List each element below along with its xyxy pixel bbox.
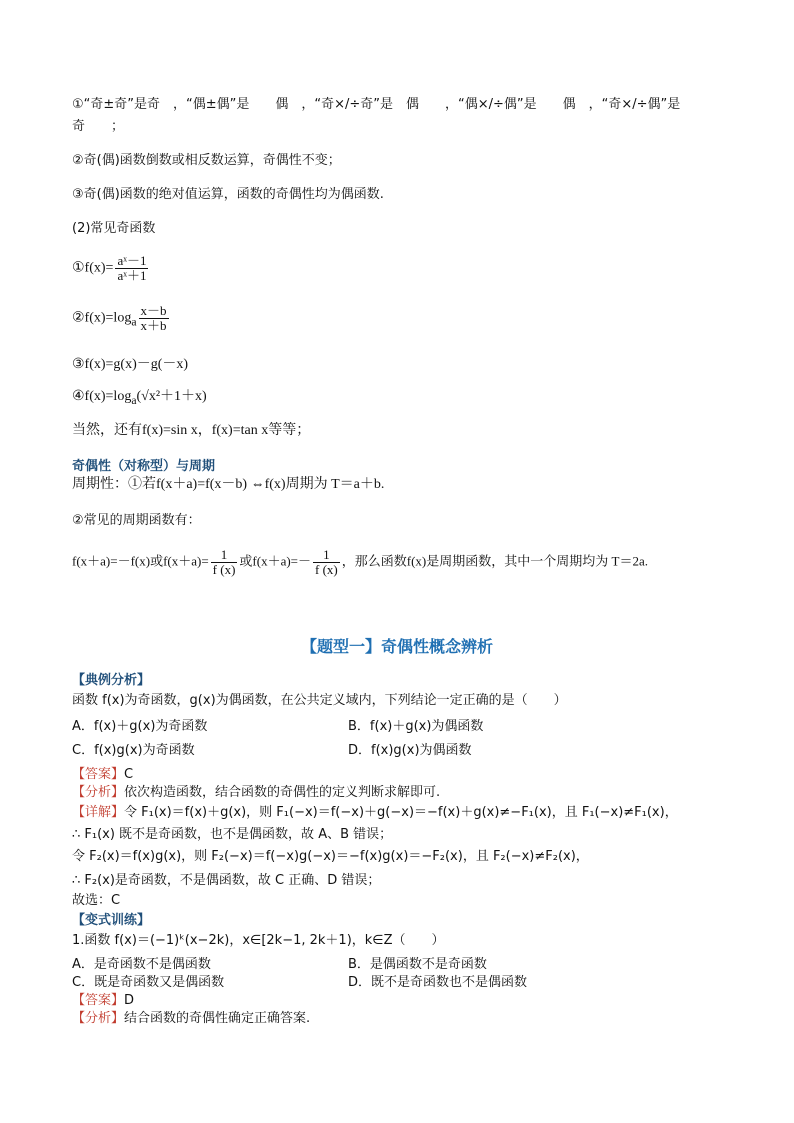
rule-line-3: ③奇(偶)函数的绝对值运算，函数的奇偶性均为偶函数. [72, 187, 384, 202]
example-detail-2: ∴ F₁(x) 既不是奇函数，也不是偶函数，故 A、B 错误； [72, 827, 393, 842]
practice-label: 【变式训练】 [72, 913, 151, 928]
odd-func-2-base: a [131, 315, 137, 329]
period-fraction-2-denominator: f (x) [315, 562, 338, 577]
period-rule-2: ②常见的周期函数有： [72, 513, 201, 528]
example-option-c: C．f(x)g(x)为奇函数 [72, 743, 195, 758]
odd-func-1 [72, 254, 150, 283]
practice-option-c: C．既是奇函数又是偶函数 [72, 975, 225, 990]
odd-func-3: ③f(x)=g(x)－g(－x) [72, 357, 189, 372]
odd-func-2-numerator: x－b [140, 303, 167, 318]
odd-func-2-fraction [139, 304, 169, 333]
odd-func-1-prefix: ①f(x)= [72, 260, 114, 276]
common-odd-heading: (2)常见奇函数 [72, 221, 156, 236]
example-answer-tag: 【答案】 [72, 767, 125, 782]
example-detail-1-text: 令 F₁(x)＝f(x)＋g(x)，则 F₁(−x)＝f(−x)＋g(−x)＝−f(x)＋g(x)≠−F₁(x)，且 F₁(−x)≠F₁(x)， [124, 805, 678, 820]
odd-func-1-denominator: aˣ＋1 [117, 268, 147, 283]
odd-func-4-base: a [131, 393, 137, 407]
example-question: 函数 f(x)为奇函数，g(x)为偶函数，在公共定义域内，下列结论一定正确的是（ ） [72, 693, 567, 708]
odd-func-2-prefix: ②f(x)=log [72, 310, 132, 326]
practice-analysis-text: 结合函数的奇偶性确定正确答案. [124, 1011, 311, 1026]
example-option-b: B．f(x)＋g(x)为偶函数 [348, 719, 484, 734]
odd-func-1-numerator: aˣ－1 [117, 253, 147, 268]
example-analysis-tag: 【分析】 [72, 785, 125, 800]
example-detail-3: 令 F₂(x)＝f(x)g(x)，则 F₂(−x)＝f(−x)g(−x)＝−f(x)g(x)＝−F₂(x)，且 F₂(−x)≠F₂(x)， [72, 849, 589, 864]
practice-analysis [72, 1010, 310, 1028]
period-rule-3-part-a: f(x＋a)=－f(x)或f(x＋a)= [72, 553, 209, 569]
example-analysis [72, 784, 440, 802]
period-fraction-2-numerator: 1 [313, 548, 340, 563]
period-fraction-1-denominator: f (x) [212, 562, 236, 577]
practice-option-a: A．是奇函数不是偶函数 [72, 957, 211, 972]
practice-answer [72, 992, 134, 1010]
period-rule-3-part-b: 或f(x＋a)=－ [239, 553, 312, 569]
example-answer [72, 766, 133, 784]
practice-option-b: B．是偶函数不是奇函数 [348, 957, 487, 972]
odd-func-1-fraction [115, 254, 148, 283]
odd-func-4-prefix: ④f(x)=log [72, 389, 132, 404]
period-fraction-2 [313, 548, 340, 577]
period-heading: 奇偶性（对称型）与周期 [72, 459, 216, 474]
period-fraction-1 [211, 548, 238, 577]
odd-func-2-denominator: x＋b [140, 318, 167, 333]
rule-line-2: ②奇(偶)函数倒数或相反数运算，奇偶性不变； [72, 153, 341, 168]
section-title: 【题型一】奇偶性概念辨析 [300, 637, 493, 656]
period-rule-3 [72, 548, 648, 577]
practice-answer-tag: 【答案】 [72, 993, 125, 1008]
example-option-a: A．f(x)＋g(x)为奇函数 [72, 719, 208, 734]
example-answer-value: C [124, 767, 134, 782]
example-detail-tag: 【详解】 [72, 805, 125, 820]
odd-func-2 [72, 304, 171, 333]
example-detail-4: ∴ F₂(x)是奇函数，不是偶函数，故 C 正确、D 错误； [72, 873, 381, 888]
practice-option-d: D．既不是奇函数也不是偶函数 [348, 975, 528, 990]
rule-line-1-cont: 奇 ； [72, 119, 125, 134]
example-conclusion: 故选：C [72, 893, 121, 908]
example-option-d: D．f(x)g(x)为偶函数 [348, 743, 472, 758]
odd-func-4-argument: (√x²＋1＋x) [136, 389, 207, 404]
example-detail-1 [72, 804, 678, 822]
period-fraction-1-numerator: 1 [211, 548, 238, 563]
rule-line-1: ①“奇±奇”是奇 ，“偶±偶”是 偶 ，“奇×/÷奇”是 偶 ，“偶×/÷偶”是 偶 ，“奇×/÷偶”是 [72, 97, 681, 112]
practice-question: 1.函数 f(x)＝(−1)ᵏ(x−2k)，x∈[2k−1, 2k＋1)，k∈Z（ ） [72, 933, 445, 948]
example-analysis-text: 依次构造函数，结合函数的奇偶性的定义判断求解即可. [124, 785, 441, 800]
odd-func-4 [72, 388, 207, 410]
example-label: 【典例分析】 [72, 673, 151, 688]
period-rule-3-part-c: ，那么函数f(x)是周期函数，其中一个周期均为 T＝2a. [341, 553, 648, 569]
practice-answer-value: D [124, 993, 135, 1008]
other-odd-functions: 当然，还有f(x)=sin x，f(x)=tan x等等； [72, 423, 311, 438]
practice-analysis-tag: 【分析】 [72, 1011, 125, 1026]
period-rule-1: 周期性：①若f(x＋a)=f(x－b) ⇔f(x)周期为 T＝a＋b. [72, 477, 385, 492]
